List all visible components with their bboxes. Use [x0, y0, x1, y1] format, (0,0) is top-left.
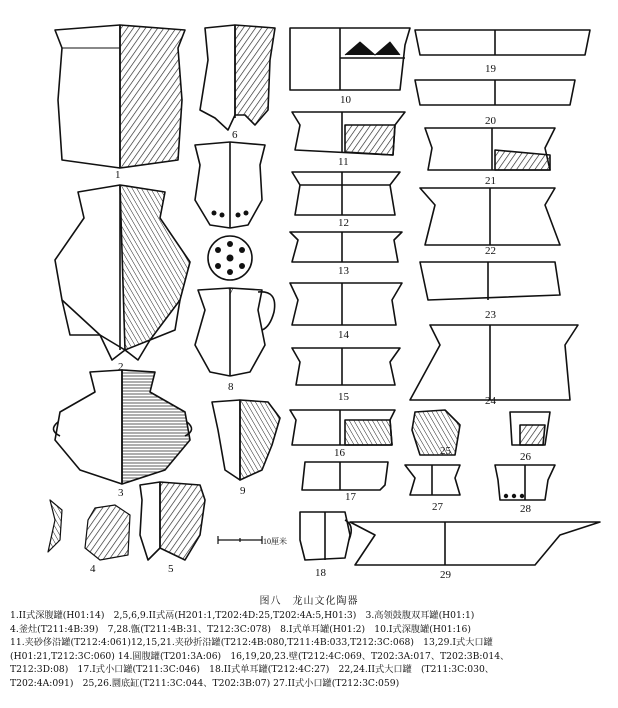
vessel-25-round-bottom-vat — [412, 410, 460, 455]
item-number: 29 — [440, 569, 451, 581]
caption-line: T202:4A:091) 25,26.圜底缸(T211:3C:044、T202:3B:07) 27.II式小口罐(T212:3C:059) — [10, 677, 400, 689]
item-number: 1 — [115, 169, 121, 181]
caption-line: 11.夹砂侈沿罐(T212:4:061)12,15,21.夹砂折沿罐(T212:4B:080,T211:4B:033,T212:3C:068) 13,29.I式大口罐 — [10, 637, 493, 649]
item-number: 16 — [334, 447, 345, 459]
caption-line: 4.釜灶(T211:4B:39) 7,28.甑(T211:4B:31、T212:3C:078) 8.I式单耳罐(H01:2) 10.I式深腹罐(H01:16) — [10, 623, 471, 635]
vessel-21-jar — [425, 128, 555, 170]
item-number: 19 — [485, 63, 496, 75]
item-number: 23 — [485, 309, 496, 321]
item-number: 15 — [338, 391, 349, 403]
item-number: 2 — [118, 361, 124, 373]
item-number: 7 — [228, 286, 234, 298]
vessel-6-li — [200, 25, 275, 130]
item-number: 25 — [440, 445, 451, 457]
vessel-22-large-mouth-jar — [420, 188, 560, 245]
item-number: 3 — [118, 487, 124, 499]
item-number: 21 — [485, 175, 496, 187]
item-number: 6 — [232, 129, 238, 141]
item-number: 28 — [520, 503, 531, 515]
vessel-12-jar — [292, 172, 400, 215]
vessel-13-jar — [290, 232, 402, 262]
vessel-4-stove — [48, 500, 130, 560]
item-number: 8 — [228, 381, 234, 393]
vessel-29-large-mouth-jar — [350, 522, 600, 565]
item-number: 9 — [240, 485, 246, 497]
item-number: 27 — [432, 501, 443, 513]
item-number: 4 — [90, 563, 96, 575]
scale-label: 10厘米 — [263, 537, 287, 546]
vessel-1-deep-jar — [55, 25, 185, 168]
caption-line: (H01:21,T212:3C:060) 14.圆腹罐(T201:3A:06) 16,19,20,23.壁(T212:4C:069、T202:3A:017、T202:3B:014、 — [10, 650, 510, 662]
vessel-26-round-bottom-vat — [510, 412, 550, 445]
item-number: 24 — [485, 395, 496, 407]
figure-caption — [10, 609, 610, 691]
caption-line: T212:3D:08) 17.I式小口罐(T211:3C:046) 18.II式单耳罐(T212:4C:27) 22,24.II式大口罐 (T211:3C:030、 — [10, 664, 494, 676]
caption-line: 1.II式深腹罐(H01:14) 2,5,6,9.II式鬲(H201:1,T202:4D:25,T202:4A:5,H01:3) 3.高领鼓腹双耳罐(H01:1) — [10, 610, 475, 621]
vessel-16-jar — [290, 410, 395, 445]
vessel-5-li — [140, 482, 205, 560]
item-number: 13 — [338, 265, 349, 277]
vessel-20-basin — [415, 80, 575, 105]
vessel-7-steamer — [195, 142, 265, 280]
vessel-11-jar — [292, 112, 405, 155]
vessel-10-deep-jar — [290, 28, 410, 90]
vessel-15-jar — [292, 348, 400, 385]
item-number: 11 — [338, 156, 349, 168]
item-number: 22 — [485, 245, 496, 257]
vessel-9-li — [212, 400, 280, 480]
item-number: 10 — [340, 94, 351, 106]
item-number: 18 — [315, 567, 326, 579]
vessel-2-li-tripod — [55, 185, 190, 360]
scale-bar — [218, 536, 262, 544]
vessel-8-single-ear-jar — [195, 288, 275, 376]
figure-title: 图八 龙山文化陶器 — [259, 596, 359, 607]
vessel-27-small-jar — [405, 465, 460, 495]
item-number: 17 — [345, 491, 356, 503]
vessel-3-double-ear-jar — [53, 370, 191, 484]
item-number: 5 — [168, 563, 174, 575]
vessel-18-single-ear-jar — [300, 512, 351, 560]
vessel-24-large-mouth-jar — [410, 325, 578, 400]
vessel-17-small-jar — [302, 462, 388, 490]
item-number: 14 — [338, 329, 349, 341]
item-number: 26 — [520, 451, 531, 463]
item-number: 20 — [485, 115, 496, 127]
vessel-14-jar — [290, 283, 402, 325]
vessel-19-basin — [415, 30, 590, 55]
vessel-28-steamer — [495, 465, 555, 500]
vessel-23-basin — [420, 262, 560, 300]
item-number: 12 — [338, 217, 349, 229]
